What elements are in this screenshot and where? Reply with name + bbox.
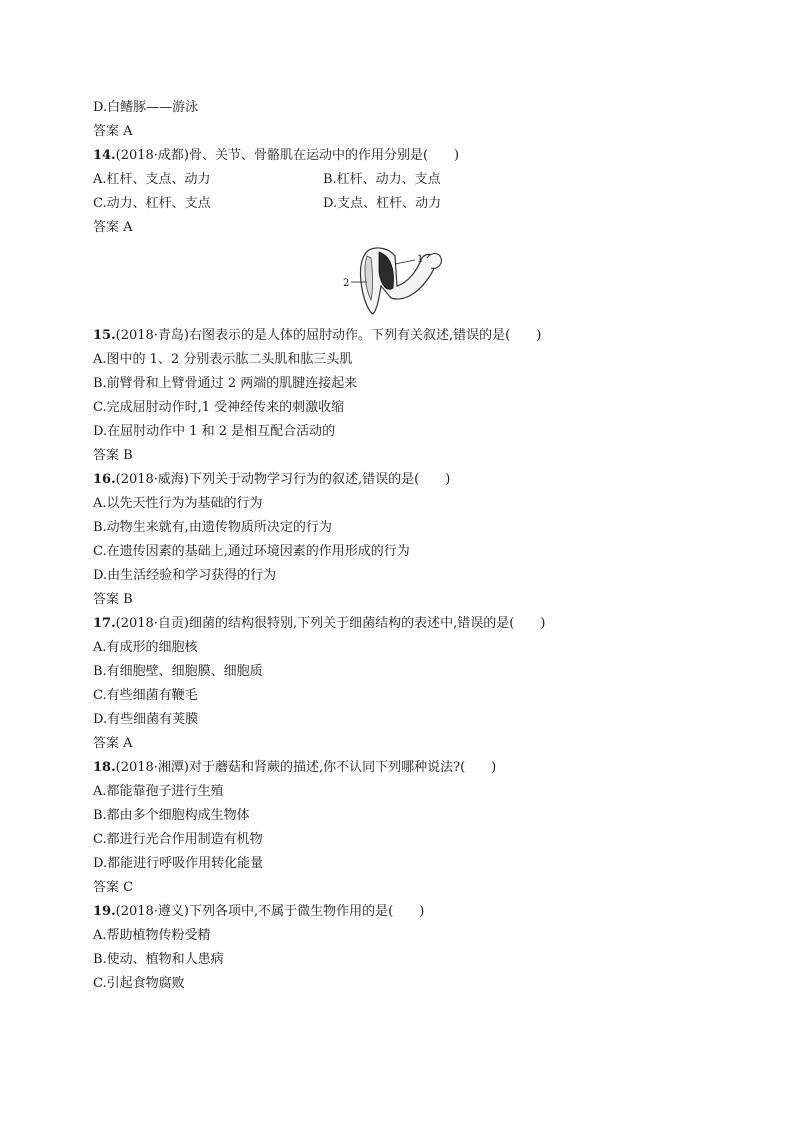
question-16 <box>93 468 713 492</box>
option-a: A.杠杆、支点、动力 <box>93 172 211 187</box>
answer-line: 答案 A <box>93 736 133 751</box>
option-c: C.都进行光合作用制造有机物 <box>93 832 263 847</box>
option-b: B.动物生来就有,由遗传物质所决定的行为 <box>93 520 332 535</box>
option-c: C.完成屈肘动作时,1 受神经传来的刺激收缩 <box>93 400 345 415</box>
question-15 <box>93 324 713 348</box>
question-text: (2018·成都)骨、关节、骨骼肌在运动中的作用分别是( ) <box>115 148 460 163</box>
option-c: C.动力、杠杆、支点 <box>93 196 211 211</box>
arm-illustration <box>343 242 451 322</box>
question-number: 19. <box>93 904 116 919</box>
question-text: (2018·自贡)细菌的结构很特别,下列关于细菌结构的表述中,错误的是( ) <box>115 616 546 631</box>
figure-label-1: 1 <box>417 254 424 265</box>
answer-line: 答案 C <box>93 880 134 895</box>
option-b: B.前臂骨和上臂骨通过 2 两端的肌腱连接起来 <box>93 376 358 391</box>
question-number: 18. <box>93 760 116 775</box>
question-number: 14. <box>93 148 116 163</box>
option-a: A.帮助植物传粉受精 <box>93 928 211 943</box>
question-text: (2018·青岛)右图表示的是人体的屈肘动作。下列有关叙述,错误的是( ) <box>115 328 542 343</box>
option-a: A.有成形的细胞核 <box>93 640 198 655</box>
option-a: A.都能靠孢子进行生殖 <box>93 784 224 799</box>
option-d: D.都能进行呼吸作用转化能量 <box>93 856 264 871</box>
option-d: D.支点、杠杆、动力 <box>323 196 442 211</box>
question-number: 16. <box>93 472 116 487</box>
question-text: (2018·威海)下列关于动物学习行为的叙述,错误的是( ) <box>115 472 451 487</box>
arm-flexion-figure <box>93 240 713 324</box>
option-a: A.图中的 1、2 分别表示肱二头肌和肱三头肌 <box>93 352 353 367</box>
option-b: B.都由多个细胞构成生物体 <box>93 808 250 823</box>
options-row <box>93 168 713 192</box>
question-17 <box>93 612 713 636</box>
option-c: C.引起食物腐败 <box>93 976 185 991</box>
option-line: D.白鳍豚——游泳 <box>93 100 199 115</box>
question-18 <box>93 756 713 780</box>
option-d: D.在屈肘动作中 1 和 2 是相互配合活动的 <box>93 424 336 439</box>
option-a: A.以先天性行为为基础的行为 <box>93 496 263 511</box>
answer-line: 答案 A <box>93 220 133 235</box>
figure-label-2: 2 <box>343 278 350 289</box>
question-text: (2018·遵义)下列各项中,不属于微生物作用的是( ) <box>115 904 425 919</box>
answer-line: 答案 B <box>93 592 133 607</box>
question-14 <box>93 144 713 168</box>
question-number: 15. <box>93 328 116 343</box>
document-page <box>93 96 713 996</box>
question-text: (2018·湘潭)对于蘑菇和肾蕨的描述,你不认同下列哪种说法?( ) <box>115 760 497 775</box>
option-b: B.杠杆、动力、支点 <box>323 172 441 187</box>
option-b: B.有细胞壁、细胞膜、细胞质 <box>93 664 263 679</box>
options-row <box>93 192 713 216</box>
option-b: B.使动、植物和人患病 <box>93 952 224 967</box>
question-19 <box>93 900 713 924</box>
option-c: C.有些细菌有鞭毛 <box>93 688 198 703</box>
option-c: C.在遗传因素的基础上,通过环境因素的作用形成的行为 <box>93 544 410 559</box>
option-d: D.由生活经验和学习获得的行为 <box>93 568 277 583</box>
option-d: D.有些细菌有荚膜 <box>93 712 199 727</box>
answer-line: 答案 B <box>93 448 133 463</box>
answer-line: 答案 A <box>93 124 133 139</box>
question-number: 17. <box>93 616 116 631</box>
